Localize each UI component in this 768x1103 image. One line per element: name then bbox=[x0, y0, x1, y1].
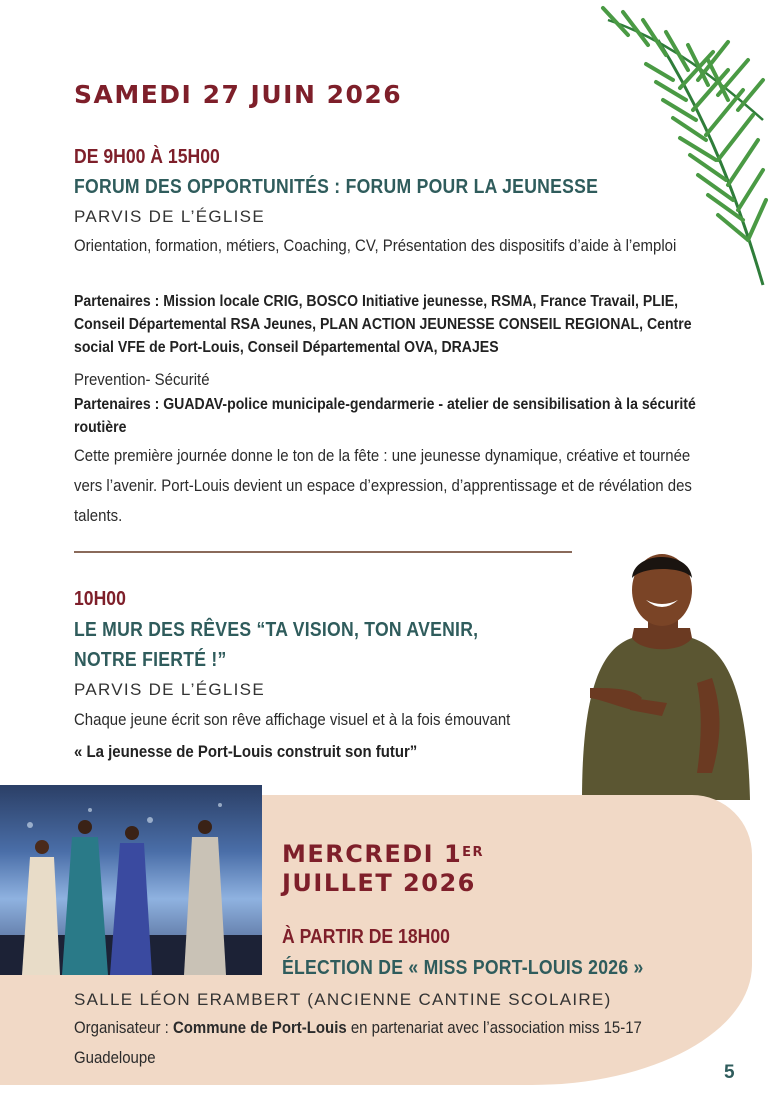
day2-organizer bbox=[74, 1013, 701, 1073]
day2-time: À PARTIR DE 18H00 bbox=[282, 926, 450, 948]
event1-summary: Cette première journée donne le ton de la fête : une jeunesse dynamique, créative et tournée vers l’avenir. Port-Louis devient un espace d’expression, d’apprentissage et de révélation des talents. bbox=[74, 446, 692, 525]
organizer-rest: en partenariat avec l’association miss 15-17 Guadeloupe bbox=[74, 1018, 642, 1067]
event1-description: Orientation, formation, métiers, Coaching, CV, Présentation des dispositifs d’aide à l’emploi bbox=[74, 236, 677, 255]
organizer-label: Organisateur : bbox=[74, 1018, 173, 1037]
day2-date-line1: MERCREDI 1 bbox=[282, 840, 463, 868]
day1-date-heading: SAMEDI 27 JUIN 2026 bbox=[74, 80, 403, 109]
event1-time: DE 9H00 À 15H00 bbox=[74, 146, 220, 168]
event1-partners-security: Partenaires : GUADAV-police municipale-gendarmerie - atelier de sensibilisation à la sécurité routière bbox=[74, 396, 696, 436]
event2-place: PARVIS DE L’ÉGLISE bbox=[74, 680, 265, 699]
event1-partners: Partenaires : Mission locale CRIG, BOSCO Initiative jeunesse, RSMA, France Travail, PLIE, Conseil Départemental RSA Jeunes, PLAN ACTION JEUNESSE CONSEIL REGIONAL, Centre social VFE de Port-Louis, Conseil Départemental OVA, DRAJES bbox=[74, 293, 692, 356]
day2-title: ÉLECTION DE « MISS PORT-LOUIS 2026 » bbox=[282, 957, 644, 979]
day2-place: SALLE LÉON ERAMBERT (ANCIENNE CANTINE SCOLAIRE) bbox=[74, 990, 612, 1009]
day2-date-heading bbox=[282, 840, 484, 898]
event2-title-line2: NOTRE FIERTÉ !” bbox=[74, 649, 227, 671]
day2-date-line2: JUILLET 2026 bbox=[282, 869, 476, 897]
miss-election-photo bbox=[0, 785, 262, 975]
event2-quote: « La jeunesse de Port-Louis construit son futur” bbox=[74, 742, 418, 761]
event1-title: FORUM DES OPPORTUNITÉS : FORUM POUR LA JEUNESSE bbox=[74, 176, 599, 198]
event2-time: 10H00 bbox=[74, 588, 126, 610]
event2-title-line1: LE MUR DES RÊVES “TA VISION, TON AVENIR, bbox=[74, 619, 479, 641]
event1-prevention: Prevention- Sécurité bbox=[74, 370, 210, 389]
young-man-photo bbox=[572, 538, 754, 800]
event2-description: Chaque jeune écrit son rêve affichage visuel et à la fois émouvant bbox=[74, 710, 511, 729]
organizer-name: Commune de Port-Louis bbox=[172, 1018, 347, 1037]
event1-place: PARVIS DE L’ÉGLISE bbox=[74, 207, 265, 226]
page-number: 5 bbox=[724, 1062, 735, 1083]
day2-date-superscript: ER bbox=[462, 845, 485, 860]
